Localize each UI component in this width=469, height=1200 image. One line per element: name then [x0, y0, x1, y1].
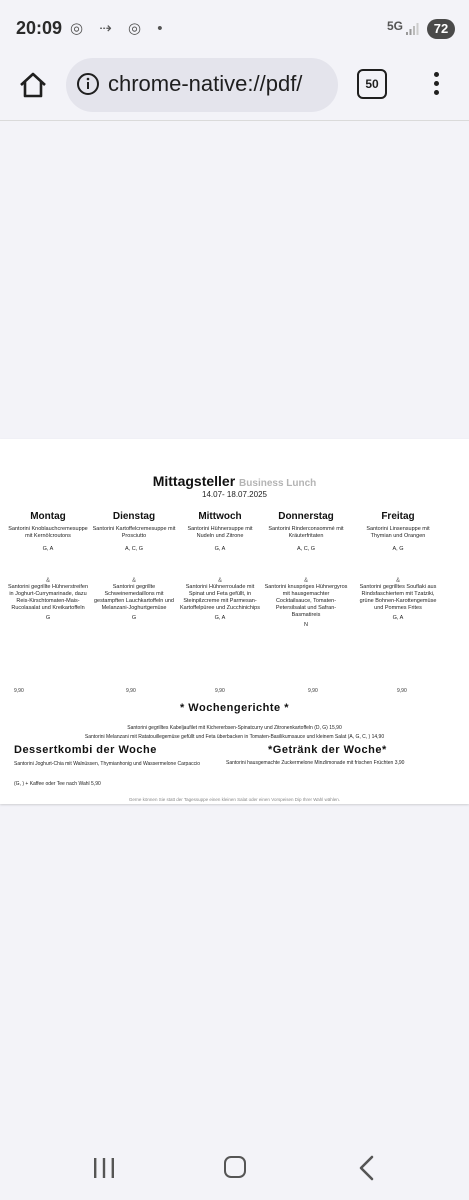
day-price: 9,90 [397, 688, 407, 694]
day-ampersand: & [395, 578, 400, 584]
day-soup-code: G, A [42, 546, 54, 552]
day-soup-code: G, A [214, 546, 226, 552]
day-price: 9,90 [308, 688, 318, 694]
navigation-bar [0, 1130, 469, 1200]
day-column-donnerstag [264, 511, 348, 628]
url-text[interactable]: chrome-native://pdf/ [108, 71, 303, 96]
dessert-text: Santorini Joghurt-Chia mit Walnüssen, Thymianhonig und Wassermelone Carpaccio [14, 761, 201, 767]
menu-footer-note: Gerne können Sie statt der Tagessuppe einen kleinen Salat oder einen Vorspeisen Dip Ihrer Wahl wählen. [128, 797, 341, 802]
weekly-dish: Santorini gegrilltes Kabeljaufilet mit Kichererbsen-Spinatcurry und Zitronenkartoffeln (D, G) 15,90 [127, 725, 342, 731]
pdf-page [0, 439, 469, 804]
drink-title: *Getränk der Woche* [268, 744, 387, 756]
status-bar [0, 0, 469, 58]
day-ampersand: & [131, 578, 136, 584]
day-name: Montag [30, 511, 66, 522]
day-main-code: G [131, 615, 137, 621]
info-icon[interactable] [76, 72, 100, 96]
day-soup-code: A, C, G [124, 546, 144, 552]
day-soup: Santorini Knoblauchcremesuppe mit Kernölcroutons [8, 526, 88, 539]
network-type: 5G [386, 19, 403, 33]
dessert-note: (G, ) + Kaffee oder Tee nach Wahl 5,90 [14, 781, 101, 787]
day-main-dish: Santorini Hühnerroulade mit Spinat und Feta gefüllt, in Steinpilzcreme mit Parmesan-Kartoffelpüree und Zucchinichips [179, 584, 260, 611]
weekly-dish: Santorini Melanzani mit Ratatouillegemüse gefüllt und Feta überbacken in Tomaten-Basilikumsauce und kleinem Salat (A, G, C, ) 14,90 [84, 734, 385, 740]
day-soup: Santorini Rinderconsommé mit Kräuterfritaten [268, 526, 344, 539]
notification-icons: ◎ ⇢ ◎ • [70, 20, 169, 37]
tab-switcher-button[interactable]: 50 [357, 69, 387, 99]
day-ampersand: & [45, 578, 50, 584]
day-main-code: G, A [392, 615, 404, 621]
browser-toolbar [0, 58, 469, 121]
day-soup: Santorini Hühnersuppe mit Nudeln und Zitrone [187, 526, 253, 539]
day-column-montag [6, 511, 90, 621]
day-soup-code: A, C, G [296, 546, 316, 552]
recent-apps-icon[interactable] [92, 1157, 116, 1179]
day-main-dish: Santorini knuspriges Hühnergyros mit hausgemachter Cocktailsauce, Tomaten-Petersilsalat und Safran-Basmatireis [264, 584, 348, 618]
day-main-code: G, A [214, 615, 226, 621]
back-icon[interactable] [357, 1155, 377, 1181]
day-column-dienstag [92, 511, 176, 621]
signal-icon [405, 22, 419, 36]
day-main-dish: Santorini gegrillte Schweinemedaillons mit gestampften Lauchkartoffeln und Melanzani-Joghurtgemüse [93, 584, 174, 611]
home-nav-icon[interactable] [224, 1156, 246, 1178]
day-price: 9,90 [14, 688, 24, 694]
day-column-freitag [356, 511, 440, 621]
weekly-dishes-title: * Wochengerichte * [179, 702, 290, 714]
day-soup-code: A, G [392, 546, 404, 552]
address-bar[interactable] [66, 58, 338, 112]
day-main-code: N [304, 622, 308, 628]
day-name: Freitag [381, 511, 415, 522]
day-ampersand: & [303, 578, 308, 584]
day-name: Dienstag [112, 511, 156, 522]
day-main-code: G [45, 615, 51, 621]
menu-title [0, 473, 469, 489]
day-name: Mittwoch [198, 511, 242, 522]
day-soup: Santorini Kartoffelcremesuppe mit Prosciutto [92, 526, 176, 539]
battery-indicator: 72 [427, 19, 455, 39]
more-menu-icon[interactable] [426, 68, 446, 102]
day-price: 9,90 [215, 688, 225, 694]
menu-title-main: Mittagsteller [152, 473, 236, 489]
day-soup: Santorini Linsensuppe mit Thymian und Orangen [366, 526, 430, 539]
day-ampersand: & [217, 578, 222, 584]
menu-date-range: 14.07- 18.07.2025 [202, 490, 267, 499]
home-icon[interactable] [14, 66, 52, 104]
day-name: Donnerstag [278, 511, 334, 522]
dessert-title: Dessertkombi der Woche [14, 744, 157, 756]
day-main-dish: Santorini gegrilltes Souflaki aus Rindsfaschiertem mit Tzatziki, grüne Bohnen-Karottengemüse und Pommes Frites [359, 584, 437, 611]
status-time: 20:09 [16, 18, 63, 38]
day-main-dish: Santorini gegrillte Hühnerstreifen in Joghurt-Currymarinade, dazu Reis-Kirschtomaten-Mais-Rucolasalat und Kreikartoffeln [7, 584, 89, 611]
menu-title-sub: Business Lunch [239, 478, 317, 489]
drink-text: Santorini hausgemachte Zuckermelone Minzlimonade mit frischen Früchten 3,90 [226, 760, 405, 766]
day-column-mittwoch [178, 511, 262, 621]
day-price: 9,90 [126, 688, 136, 694]
